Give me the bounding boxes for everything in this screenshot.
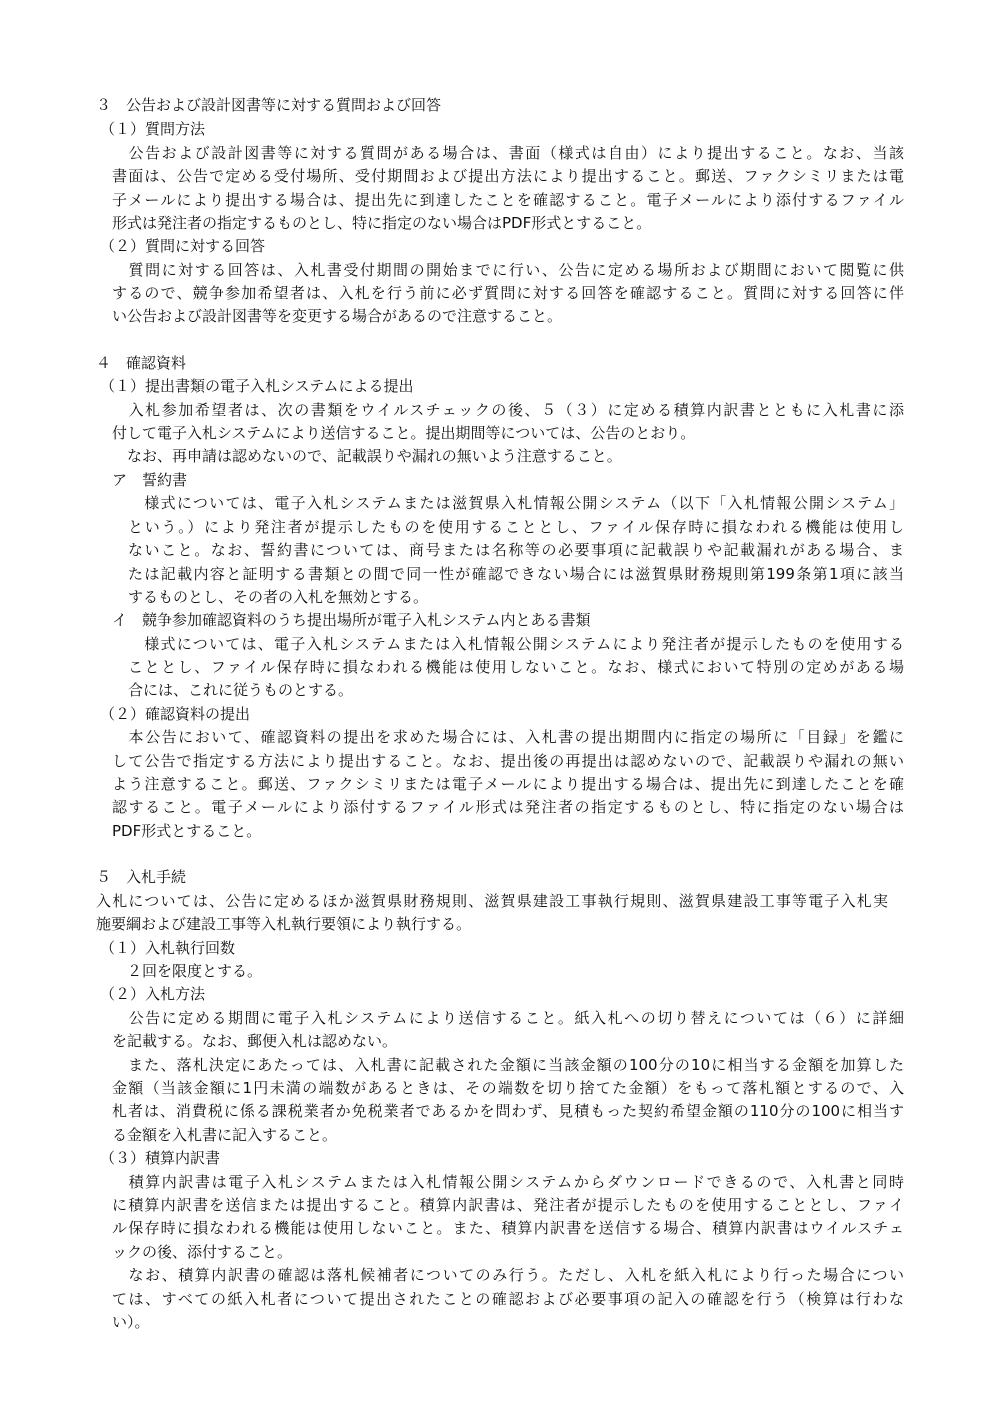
- paragraph-line: 書面は、公告で定める受付場所、受付期間および提出方法により提出すること。郵送、ファクシミリまたは電: [112, 167, 904, 185]
- paragraph-line: い公告および設計図書等を変更する場合があるので注意すること。: [112, 307, 563, 325]
- paragraph-line: たは記載内容と証明する書類との間で同一性が確認できない場合には滋賀県財務規則第199条第1項に該当: [128, 565, 904, 583]
- paragraph-line: い）。: [112, 1313, 150, 1331]
- subsection-heading: （２）質問に対する回答: [100, 237, 266, 255]
- paragraph-line: なお、積算内訳書の確認は落札候補者についてのみ行う。ただし、入札を紙入札により行った場合につい: [112, 1266, 904, 1284]
- paragraph-line: ては、すべての紙入札者について提出されたことの確認および必要事項の記入の確認を行う（検算は行わな: [112, 1290, 904, 1308]
- paragraph-line: 子メールにより提出する場合は、提出先に到達したことを確認すること。電子メールにより添付するファイル: [112, 191, 904, 209]
- paragraph-line: 札者は、消費税に係る課税業者か免税業者であるかを問わず、見積もった契約希望金額の110分の100に相当す: [112, 1102, 904, 1120]
- paragraph-line: 入札については、公告に定めるほか滋賀県財務規則、滋賀県建設工事執行規則、滋賀県建設工事等電子入札実: [96, 892, 888, 910]
- paragraph-line: 本公告において、確認資料の提出を求めた場合には、入札書の提出期間内に指定の場所に「目録」を鑑に: [112, 728, 904, 746]
- section-heading: ４ 確認資料: [96, 354, 187, 372]
- paragraph-line: 様式については、電子入札システムまたは滋賀県入札情報公開システム（以下「入札情報公開システム」: [128, 494, 904, 512]
- paragraph-line: なお、再申請は認めないので、記載誤りや漏れの無いよう注意すること。: [112, 447, 622, 465]
- paragraph-line: 形式は発注者の指定するものとし、特に指定のない場合はPDF形式とすること。: [112, 214, 652, 232]
- subsection-heading: （２）確認資料の提出: [100, 705, 251, 723]
- paragraph-line: するものとし、その者の入札を無効とする。: [128, 588, 429, 606]
- paragraph-line: するので、競争参加希望者は、入札を行う前に必ず質問に対する回答を確認すること。質問に対する回答に伴: [112, 284, 904, 302]
- subsection-heading: （１）質問方法: [100, 120, 206, 138]
- item-heading: ア 誓約書: [112, 471, 188, 489]
- section-heading: ３ 公告および設計図書等に対する質問および回答: [96, 96, 442, 114]
- paragraph-line: る金額を入札書に記入すること。: [112, 1126, 338, 1144]
- paragraph-line: に積算内訳書を送信または提出すること。積算内訳書は、発注者が提示したものを使用することとし、ファイ: [112, 1196, 904, 1214]
- paragraph-line: 入札参加希望者は、次の書類をウイルスチェックの後、５（３）に定める積算内訳書とともに入札書に添: [112, 401, 904, 419]
- paragraph-line: ２回を限度とする。: [112, 962, 263, 980]
- paragraph-line: 施要綱および建設工事等入札執行要領により執行する。: [96, 915, 472, 933]
- section-heading: ５ 入札手続: [96, 868, 187, 886]
- subsection-heading: （１）提出書類の電子入札システムによる提出: [100, 377, 414, 395]
- paragraph-line: 認すること。電子メールにより添付するファイル形式は発注者の指定するものとし、特に指定のない場合は: [112, 798, 904, 816]
- paragraph-line: ル保存時に損なわれる機能は使用しないこと。また、積算内訳書を送信する場合、積算内訳書はウイルスチェ: [112, 1219, 904, 1237]
- paragraph-line: 公告に定める期間に電子入札システムにより送信すること。紙入札への切り替えについては（６）に詳細: [112, 1009, 904, 1027]
- paragraph-line: を記載する。なお、郵便入札は認めない。: [112, 1032, 398, 1050]
- subsection-heading: （３）積算内訳書: [100, 1149, 221, 1167]
- subsection-heading: （２）入札方法: [100, 985, 206, 1003]
- paragraph-line: PDF形式とすること。: [112, 822, 262, 840]
- paragraph-line: 積算内訳書は電子入札システムまたは入札情報公開システムからダウンロードできるので、入札書と同時: [112, 1173, 904, 1191]
- paragraph-line: という。）により発注者が提示したものを使用することとし、ファイル保存時に損なわれる機能は使用し: [128, 518, 904, 536]
- paragraph-line: 金額（当該金額に1円未満の端数があるときは、その端数を切り捨てた金額）をもって落札額とするので、入: [112, 1079, 904, 1097]
- paragraph-line: 付して電子入札システムにより送信すること。提出期間等については、公告のとおり。: [112, 424, 696, 442]
- subsection-heading: （１）入札執行回数: [100, 939, 236, 957]
- paragraph-line: 公告および設計図書等に対する質問がある場合は、書面（様式は自由）により提出すること。なお、当該: [112, 144, 904, 162]
- item-heading: イ 競争参加確認資料のうち提出場所が電子入札システム内とある書類: [112, 611, 591, 629]
- paragraph-line: 合には、これに従うものとする。: [128, 681, 354, 699]
- paragraph-line: して公告で指定する方法により提出すること。なお、提出後の再提出は認めないので、記載誤りや漏れの無い: [112, 752, 904, 770]
- paragraph-line: 様式については、電子入札システムまたは入札情報公開システムにより発注者が提示したものを使用する: [128, 635, 904, 653]
- paragraph-line: こととし、ファイル保存時に損なわれる機能は使用しないこと。なお、様式において特別の定めがある場: [128, 658, 904, 676]
- paragraph-line: また、落札決定にあたっては、入札書に記載された金額に当該金額の100分の10に相当する金額を加算した: [112, 1056, 904, 1074]
- paragraph-line: ないこと。なお、誓約書については、商号または名称等の必要事項に記載誤りや記載漏れがある場合、ま: [128, 541, 904, 559]
- paragraph-line: 質問に対する回答は、入札書受付期間の開始までに行い、公告に定める場所および期間において閲覧に供: [112, 261, 904, 279]
- paragraph-line: よう注意すること。郵送、ファクシミリまたは電子メールにより提出する場合は、提出先に到達したことを確: [112, 775, 904, 793]
- paragraph-line: ックの後、添付すること。: [112, 1243, 293, 1261]
